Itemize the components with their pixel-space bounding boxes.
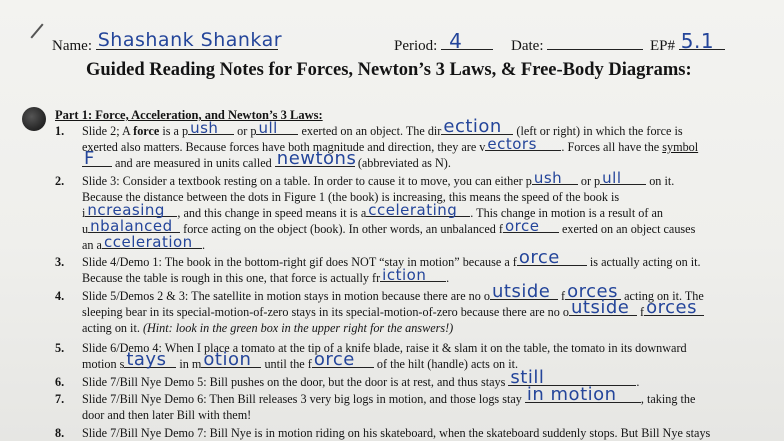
date-blank bbox=[547, 49, 643, 50]
q4-blank-3 bbox=[569, 297, 637, 318]
q2-text-l: . bbox=[201, 238, 206, 252]
q3-text-b: is actually acting on it. bbox=[586, 255, 701, 269]
q1-answer-4: ectors bbox=[487, 135, 537, 153]
date-label: Date: bbox=[511, 38, 544, 54]
ep-blank bbox=[679, 29, 725, 53]
q5-blank-3 bbox=[312, 349, 374, 370]
q1-text-d: or p bbox=[234, 124, 257, 138]
q5-line-1: Slide 6/Demo 4: When I place a tomato at the tip of a knife blade, raise it & slam it on the table, the tomato in its downward bbox=[82, 341, 687, 355]
name-value: Shashank Shankar bbox=[97, 29, 283, 51]
q1-answer-6: newtons bbox=[276, 148, 357, 169]
date-field bbox=[511, 38, 643, 55]
q5-text-d: until the f bbox=[261, 357, 312, 371]
q3-number: 3. bbox=[55, 255, 65, 269]
q4-line-2 bbox=[82, 297, 704, 320]
q1-blank-4 bbox=[485, 135, 561, 153]
q3-answer-1: orce bbox=[518, 247, 560, 268]
q3-text-d: . bbox=[446, 271, 450, 285]
q5-answer-3: orce bbox=[313, 349, 355, 370]
q2-line-5 bbox=[82, 233, 206, 253]
q6-answer-1: still bbox=[510, 367, 545, 388]
q1-text-symbol: symbol bbox=[662, 140, 699, 154]
q4-text-f: acting on it. bbox=[82, 321, 143, 335]
q7-number: 7. bbox=[55, 392, 65, 406]
q3-text-c: Because the table is rough in this one, that force is actually fr bbox=[82, 271, 381, 285]
q1-text-e: exerted on an object. The dir bbox=[298, 124, 442, 138]
q1-blank-6 bbox=[275, 148, 357, 169]
q1-text-k: (abbreviated as N). bbox=[354, 156, 451, 170]
q3-blank-1 bbox=[517, 247, 587, 268]
q5-answer-2: otion bbox=[203, 349, 252, 370]
q2-blank-7 bbox=[102, 233, 202, 251]
ep-value: 5.1 bbox=[680, 29, 715, 53]
q3-text-a: Slide 4/Demo 1: The book in the bottom-right gif does NOT “stay in motion” because a f bbox=[82, 255, 517, 269]
q4-answer-4: orces bbox=[646, 297, 697, 318]
q7-line-2: door and then later Bill with them! bbox=[82, 408, 252, 422]
q8-line-1: Slide 7/Bill Nye Demo 7: Bill Nye is in motion riding on his skateboard, when the skateboard suddenly stops. But Bill Nye stays bbox=[82, 426, 711, 440]
q7-blank-1 bbox=[525, 384, 641, 405]
q2-blank-6 bbox=[503, 217, 559, 235]
q1-line-3 bbox=[82, 148, 451, 171]
q1-line-2 bbox=[82, 135, 699, 155]
q2-number: 2. bbox=[55, 174, 65, 188]
q7-line-1 bbox=[82, 384, 696, 407]
period-value: 4 bbox=[449, 29, 463, 53]
q1-text-j: and are measured in units called bbox=[112, 156, 275, 170]
q6-text-a: Slide 7/Bill Nye Demo 5: Bill pushes on the door, but the door is at rest, and thus stays bbox=[82, 375, 509, 389]
name-blank bbox=[96, 29, 283, 51]
q7-answer-1: in motion bbox=[526, 384, 617, 405]
q1-answer-5: F bbox=[84, 148, 95, 169]
q1-blank-5 bbox=[82, 148, 112, 169]
q1-answer-3: ection bbox=[443, 116, 502, 137]
q5-answer-1: tays bbox=[126, 349, 167, 370]
q5-line-2 bbox=[82, 349, 519, 372]
name-label: Name: bbox=[52, 38, 92, 54]
q5-text-c: in m bbox=[176, 357, 202, 371]
q1-blank-2 bbox=[256, 119, 298, 137]
q4-text-e: f bbox=[636, 305, 645, 319]
q2-text-f: , and this change in speed means it is a bbox=[177, 206, 367, 220]
q3-line-2 bbox=[82, 266, 450, 286]
q4-text-c: acting on it. The bbox=[621, 289, 704, 303]
q2-text-k: an a bbox=[82, 238, 102, 252]
q2-text-a: Slide 3: Consider a textbook resting on a table. In order to cause it to move, you can either p bbox=[82, 174, 532, 188]
q5-blank-1 bbox=[124, 349, 176, 370]
pen-mark bbox=[30, 23, 43, 38]
q2-answer-7: cceleration bbox=[103, 233, 193, 251]
q2-answer-4: ccelerating bbox=[368, 201, 458, 219]
ep-field bbox=[650, 29, 725, 55]
q2-blank-2 bbox=[600, 169, 646, 187]
q4-number: 4. bbox=[55, 289, 65, 303]
q1-text-h: . Forces all have the bbox=[561, 140, 663, 154]
q8-number: 8. bbox=[55, 426, 65, 440]
q1-answer-2: ull bbox=[258, 119, 278, 137]
q1-text-g: exerted also matters. Because forces have both magnitude and direction, they are v bbox=[82, 140, 486, 154]
binder-hole bbox=[22, 107, 46, 131]
q2-text-h: u bbox=[82, 222, 89, 236]
q1-text-c: is a p bbox=[159, 124, 189, 138]
q2-text-e: i bbox=[82, 206, 86, 220]
q2-text-c: on it. bbox=[646, 174, 675, 188]
q7-text-a: Slide 7/Bill Nye Demo 6: Then Bill releases 3 very big logs in motion, and those logs stay bbox=[82, 392, 525, 406]
q2-line-1 bbox=[82, 169, 675, 189]
q2-text-g: . This change in motion is a result of an bbox=[470, 206, 663, 220]
q5-text-b: motion s bbox=[82, 357, 125, 371]
q2-answer-6: orce bbox=[504, 217, 540, 235]
q5-blank-2 bbox=[201, 349, 261, 370]
period-label: Period: bbox=[394, 38, 438, 54]
q6-text-b: . bbox=[636, 375, 640, 389]
period-field bbox=[394, 29, 493, 55]
q1-text-force: force bbox=[133, 124, 160, 138]
q4-blank-1 bbox=[490, 281, 558, 302]
q2-text-j: exerted on an object causes bbox=[558, 222, 696, 236]
q5-text-e: of the hilt (handle) acts on it. bbox=[373, 357, 519, 371]
q4-text-b: f bbox=[557, 289, 566, 303]
q5-number: 5. bbox=[55, 341, 65, 355]
q2-line-2: Because the distance between the dots in Figure 1 (the book) is increasing, this means the speed of the book is bbox=[82, 190, 620, 204]
q4-answer-2: orces bbox=[567, 281, 618, 302]
page-title: Guided Reading Notes for Forces, Newton’s 3 Laws, & Free-Body Diagrams: bbox=[86, 60, 692, 80]
q1-text-f: (left or right) in which the force is bbox=[513, 124, 683, 138]
q6-number: 6. bbox=[55, 375, 65, 389]
q1-text-a: Slide 2; A bbox=[82, 124, 134, 138]
q2-answer-3: ncreasing bbox=[87, 201, 165, 219]
ep-label: EP# bbox=[650, 38, 676, 54]
q4-text-d: sleeping bear in its special-motion-of-zero stays in its special-motion-of-zero because there are no o bbox=[82, 305, 569, 319]
part-1-heading: Part 1: Force, Acceleration, and Newton’s 3 Laws: bbox=[55, 108, 323, 122]
q2-blank-4 bbox=[366, 201, 470, 219]
q2-blank-1 bbox=[532, 169, 578, 187]
q2-answer-5: nbalanced bbox=[90, 217, 173, 235]
q4-hint: (Hint: look in the green box in the upper right for the answers!) bbox=[142, 321, 454, 335]
q4-line-3 bbox=[82, 321, 453, 336]
q2-answer-2: ull bbox=[602, 169, 622, 187]
q1-answer-1: ush bbox=[190, 119, 219, 137]
q1-blank-1 bbox=[188, 119, 234, 137]
q4-answer-1: utside bbox=[491, 281, 551, 302]
q4-answer-3: utside bbox=[570, 297, 630, 318]
q1-number: 1. bbox=[55, 124, 65, 138]
q2-text-i: force acting on the object (book). In other words, an unbalanced f bbox=[180, 222, 503, 236]
q7-text-b: , taking the bbox=[640, 392, 696, 406]
name-field bbox=[52, 29, 283, 55]
q3-blank-2 bbox=[380, 266, 446, 284]
q4-text-a: Slide 5/Demos 2 & 3: The satellite in motion stays in motion because there are no o bbox=[82, 289, 490, 303]
q2-text-b: or p bbox=[577, 174, 601, 188]
q2-answer-1: ush bbox=[533, 169, 563, 187]
q3-answer-2: iction bbox=[382, 266, 427, 284]
q1-line-1 bbox=[82, 116, 683, 139]
period-blank bbox=[441, 29, 493, 53]
q4-blank-4 bbox=[644, 297, 704, 318]
